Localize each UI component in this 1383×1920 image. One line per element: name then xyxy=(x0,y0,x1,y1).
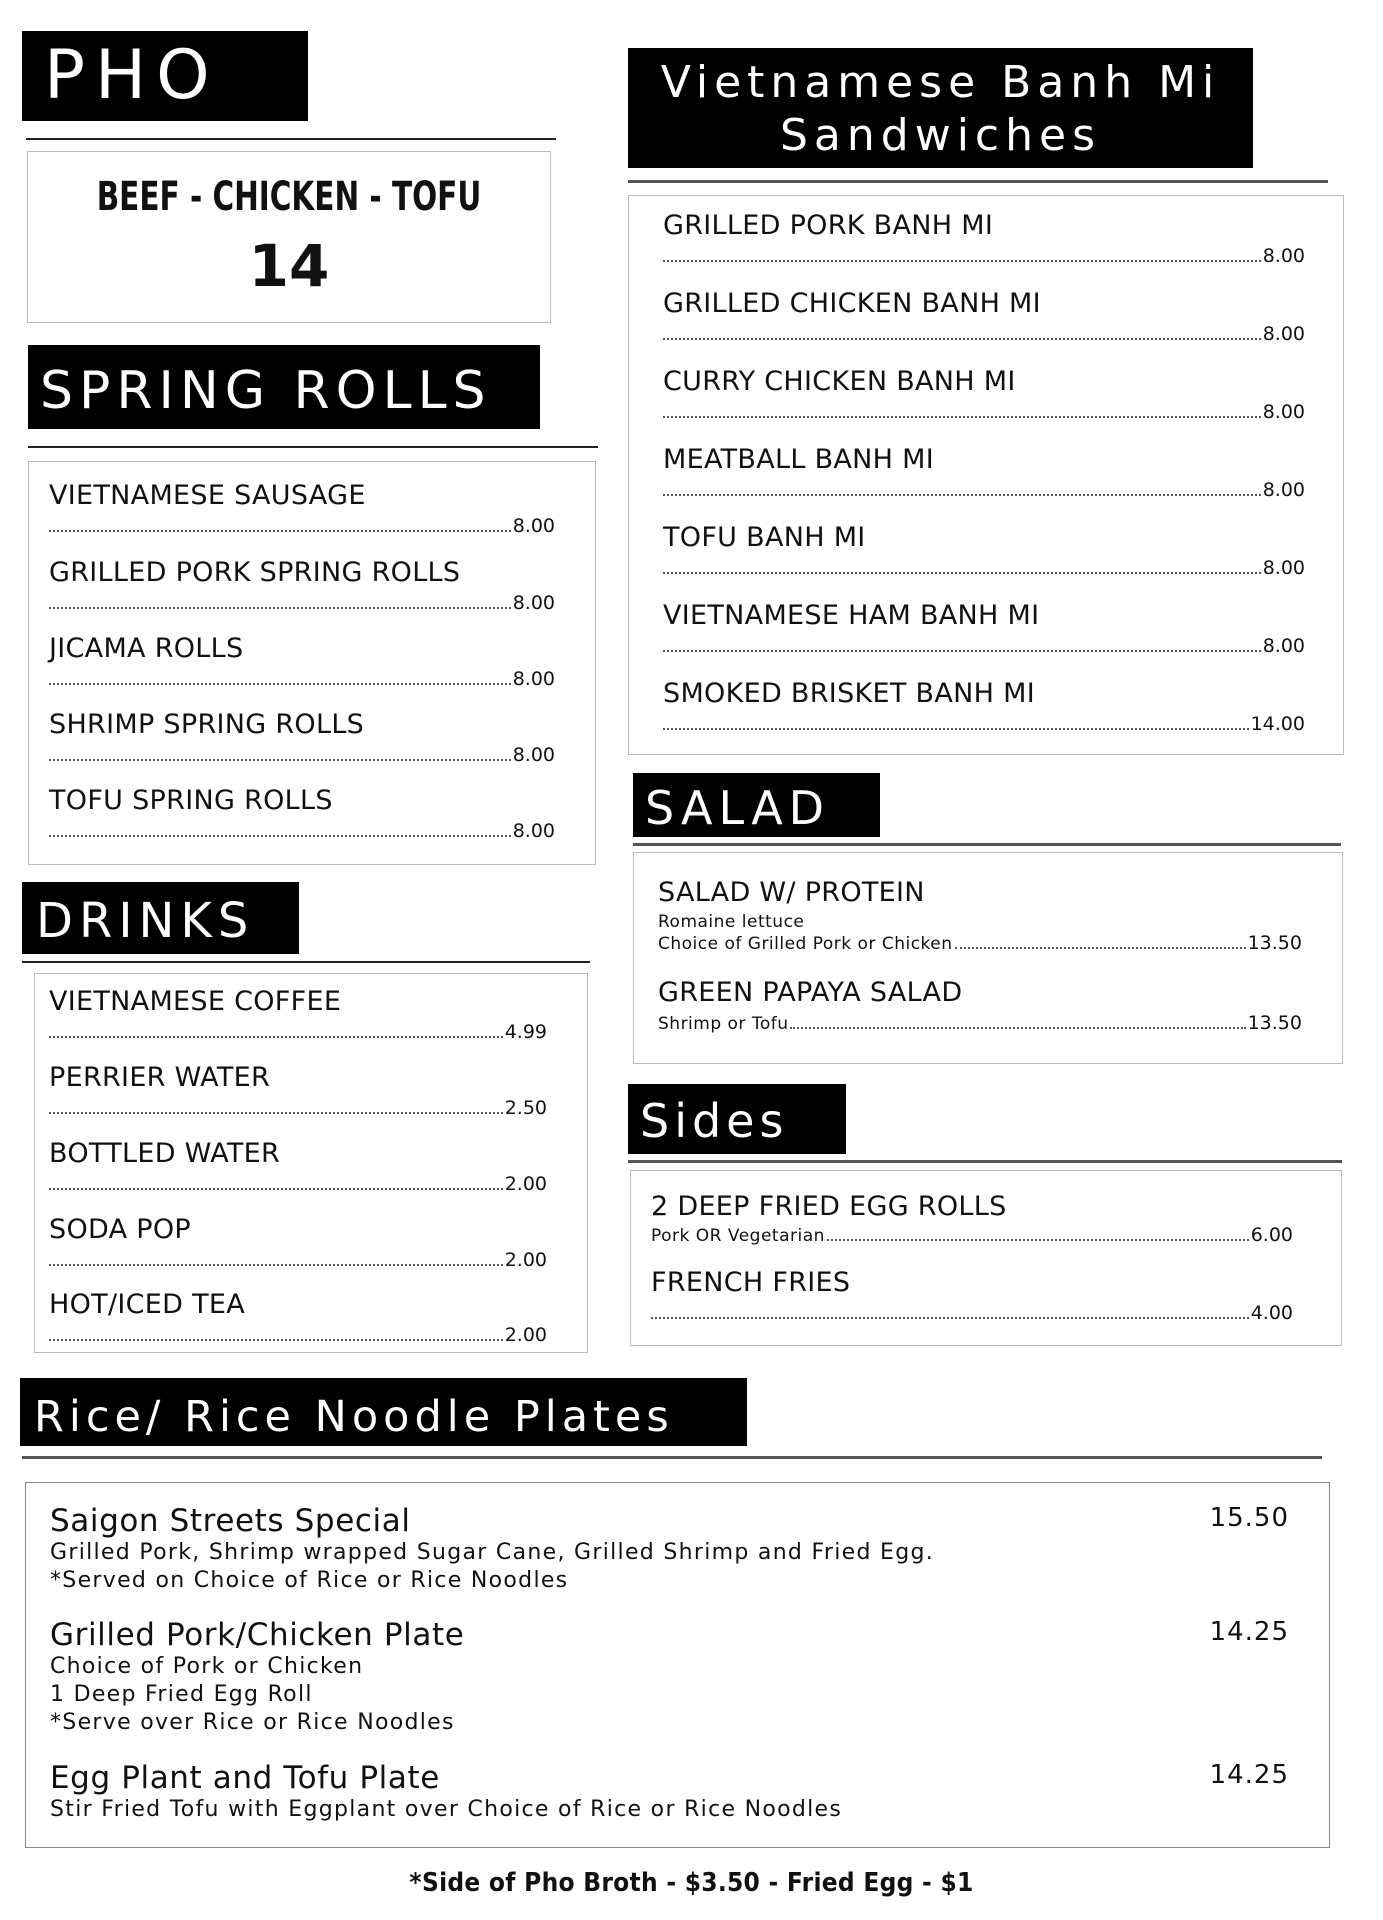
menu-item xyxy=(49,709,555,766)
dot-leader xyxy=(663,416,1261,418)
plate-price: 14.25 xyxy=(1209,1617,1289,1647)
menu-item xyxy=(663,288,1305,345)
dot-leader xyxy=(49,683,511,685)
plate-item xyxy=(50,1503,1289,1595)
banh-mi-title-line2: Sandwiches xyxy=(780,110,1101,161)
item-name: TOFU BANH MI xyxy=(663,522,866,553)
menu-item xyxy=(49,557,555,614)
item-description: Shrimp or Tofu xyxy=(658,1014,789,1034)
spring-rolls-divider xyxy=(28,446,598,448)
item-name: SALAD W/ PROTEIN xyxy=(658,877,925,908)
plates-title: Rice/ Rice Noodle Plates xyxy=(34,1392,674,1442)
menu-item xyxy=(49,1289,547,1346)
sides-title: Sides xyxy=(640,1094,789,1148)
menu-item xyxy=(651,1267,1293,1324)
item-price: 2.00 xyxy=(504,1324,547,1346)
plate-item xyxy=(50,1617,1289,1737)
menu-item xyxy=(49,1062,547,1119)
item-name: PERRIER WATER xyxy=(49,1062,271,1093)
plate-description: Stir Fried Tofu with Eggplant over Choice of Rice or Rice Noodles xyxy=(50,1797,843,1822)
menu-item xyxy=(663,444,1305,501)
dot-leader xyxy=(49,759,511,761)
item-price: 8.00 xyxy=(512,515,555,537)
pho-divider xyxy=(26,138,556,140)
pho-title: PHO xyxy=(44,36,220,115)
item-price: 4.00 xyxy=(1250,1302,1293,1324)
dot-leader xyxy=(49,530,511,532)
pho-price: 14 xyxy=(248,232,330,300)
banh-mi-title-line1: Vietnamese Banh Mi xyxy=(660,57,1221,108)
drinks-box xyxy=(34,973,588,1353)
item-price: 8.00 xyxy=(512,744,555,766)
sides-header xyxy=(628,1084,846,1154)
plate-description: Grilled Pork, Shrimp wrapped Sugar Cane, Grilled Shrimp and Fried Egg. xyxy=(50,1540,935,1565)
item-name: MEATBALL BANH MI xyxy=(663,444,935,475)
plate-description: *Served on Choice of Rice or Rice Noodles xyxy=(50,1568,569,1593)
item-name: SMOKED BRISKET BANH MI xyxy=(663,678,1035,709)
spring-rolls-header xyxy=(28,345,540,429)
plate-price: 15.50 xyxy=(1209,1503,1289,1533)
drinks-title: DRINKS xyxy=(36,893,255,949)
dot-leader xyxy=(827,1239,1249,1241)
item-price: 8.00 xyxy=(1262,401,1305,423)
dot-leader xyxy=(663,494,1261,496)
item-name: FRENCH FRIES xyxy=(651,1267,851,1298)
plate-item xyxy=(50,1760,1289,1824)
plates-divider xyxy=(22,1456,1322,1459)
item-price: 2.00 xyxy=(504,1173,547,1195)
dot-leader xyxy=(955,947,1246,949)
menu-item xyxy=(663,210,1305,267)
dot-leader xyxy=(49,1264,503,1266)
item-price: 13.50 xyxy=(1247,932,1302,954)
plate-description: 1 Deep Fried Egg Roll xyxy=(50,1682,313,1707)
item-price: 6.00 xyxy=(1250,1224,1293,1246)
dot-leader xyxy=(663,338,1261,340)
plate-price: 14.25 xyxy=(1209,1760,1289,1790)
drinks-divider xyxy=(22,961,590,963)
dot-leader xyxy=(49,1112,503,1114)
item-name: GREEN PAPAYA SALAD xyxy=(658,977,963,1008)
menu-item xyxy=(663,600,1305,657)
plate-description: Choice of Pork or Chicken xyxy=(50,1654,364,1679)
item-price: 8.00 xyxy=(1262,557,1305,579)
dot-leader xyxy=(663,728,1249,730)
item-price: 8.00 xyxy=(512,668,555,690)
plates-box xyxy=(25,1482,1330,1848)
sides-divider xyxy=(628,1160,1342,1163)
pho-box xyxy=(27,151,551,323)
item-name: VIETNAMESE SAUSAGE xyxy=(49,480,366,511)
menu-item xyxy=(49,1214,547,1271)
item-name: VIETNAMESE HAM BANH MI xyxy=(663,600,1040,631)
item-price: 2.00 xyxy=(504,1249,547,1271)
item-name: VIETNAMESE COFFEE xyxy=(49,986,342,1017)
menu-item xyxy=(49,633,555,690)
plate-name: Saigon Streets Special xyxy=(50,1503,411,1539)
item-name: JICAMA ROLLS xyxy=(49,633,244,664)
item-description: Romaine lettuce xyxy=(658,912,805,932)
plate-name: Egg Plant and Tofu Plate xyxy=(50,1760,440,1796)
item-name: GRILLED PORK BANH MI xyxy=(663,210,994,241)
pho-header xyxy=(22,31,308,121)
banh-mi-header xyxy=(628,48,1253,168)
menu-item xyxy=(49,1138,547,1195)
dot-leader xyxy=(663,260,1261,262)
dot-leader xyxy=(49,607,511,609)
item-price: 2.50 xyxy=(504,1097,547,1119)
menu-item xyxy=(49,785,555,842)
item-price: 14.00 xyxy=(1250,713,1305,735)
menu-item xyxy=(49,986,547,1043)
dot-leader xyxy=(663,572,1261,574)
item-price: 13.50 xyxy=(1247,1012,1302,1034)
salad-title: SALAD xyxy=(645,781,831,835)
item-name: GRILLED PORK SPRING ROLLS xyxy=(49,557,461,588)
drinks-header xyxy=(22,882,299,954)
item-price: 8.00 xyxy=(1262,635,1305,657)
menu-item xyxy=(663,678,1305,735)
item-name: SODA POP xyxy=(49,1214,191,1245)
dot-leader xyxy=(49,1339,503,1341)
menu-item xyxy=(658,977,1302,1034)
item-description: Pork OR Vegetarian xyxy=(651,1226,825,1246)
item-price: 8.00 xyxy=(512,820,555,842)
salad-header xyxy=(633,773,880,837)
item-name: 2 DEEP FRIED EGG ROLLS xyxy=(651,1191,1007,1222)
dot-leader xyxy=(651,1317,1249,1319)
sides-box xyxy=(630,1170,1342,1346)
menu-item xyxy=(49,480,555,537)
footer-note: *Side of Pho Broth - $3.50 - Fried Egg - $1 xyxy=(409,1868,974,1898)
dot-leader xyxy=(790,1027,1245,1029)
plate-description: *Serve over Rice or Rice Noodles xyxy=(50,1710,455,1735)
spring-rolls-box xyxy=(28,461,596,865)
menu-item xyxy=(651,1191,1293,1246)
item-name: TOFU SPRING ROLLS xyxy=(49,785,333,816)
dot-leader xyxy=(663,650,1261,652)
item-price: 8.00 xyxy=(1262,323,1305,345)
banh-mi-divider xyxy=(628,180,1328,183)
item-name: SHRIMP SPRING ROLLS xyxy=(49,709,365,740)
dot-leader xyxy=(49,1036,503,1038)
item-name: HOT/ICED TEA xyxy=(49,1289,246,1320)
item-name: CURRY CHICKEN BANH MI xyxy=(663,366,1016,397)
item-description: Choice of Grilled Pork or Chicken xyxy=(658,934,953,954)
dot-leader xyxy=(49,835,511,837)
pho-options: BEEF - CHICKEN - TOFU xyxy=(96,174,482,220)
menu-item xyxy=(663,366,1305,423)
banh-mi-box xyxy=(628,195,1344,755)
item-price: 8.00 xyxy=(1262,479,1305,501)
item-price: 4.99 xyxy=(504,1021,547,1043)
plates-header xyxy=(20,1378,747,1446)
menu-item xyxy=(663,522,1305,579)
salad-box xyxy=(633,852,1343,1064)
dot-leader xyxy=(49,1188,503,1190)
item-price: 8.00 xyxy=(512,592,555,614)
spring-rolls-title: SPRING ROLLS xyxy=(40,361,492,421)
salad-divider xyxy=(633,843,1341,846)
item-name: BOTTLED WATER xyxy=(49,1138,281,1169)
plate-name: Grilled Pork/Chicken Plate xyxy=(50,1617,465,1653)
item-name: GRILLED CHICKEN BANH MI xyxy=(663,288,1041,319)
menu-item xyxy=(658,877,1302,954)
item-price: 8.00 xyxy=(1262,245,1305,267)
